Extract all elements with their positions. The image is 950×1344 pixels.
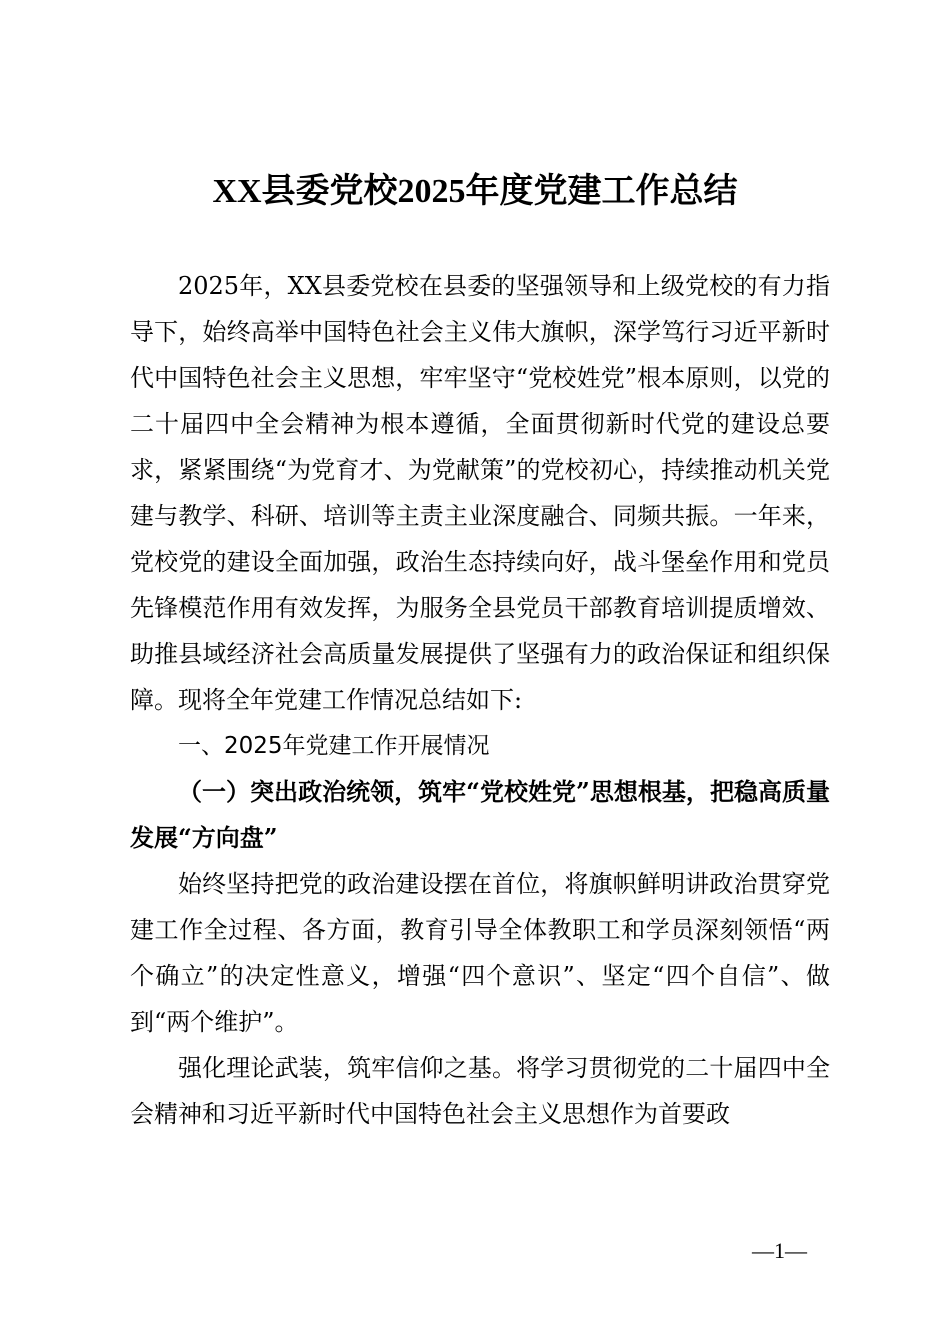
subsection-heading: （一）突出政治统领，筑牢“党校姓党”思想根基，把稳高质量发展“方向盘” [130,777,830,852]
intro-paragraph: 2025年，XX县委党校在县委的坚强领导和上级党校的有力指导下，始终高举中国特色社会主义伟大旗帜，深学笃行习近平新时代中国特色社会主义思想，牢牢坚守“党校姓党”根本原则，以党的二十届四中全会精神为根本遵循，全面贯彻新时代党的建设总要求，紧紧围绕“为党育才、为党献策”的党校初心，持续推动机关党建与教学、科研、培训等主责主业深度融合、同频共振。一年来，党校党的建设全面加强，政治生态持续向好，战斗堡垒作用和党员先锋模范作用有效发挥，为服务全县党员干部教育培训提质增效、助推县域经济社会高质量发展提供了坚强有力的政治保证和组织保障。现将全年党建工作情况总结如下: [130,272,830,714]
section-heading: 一、2025年党建工作开展情况 [178,733,490,759]
page-number: —1— [752,1238,807,1263]
document-body [130,263,830,1137]
body-paragraph: 始终坚持把党的政治建设摆在首位，将旗帜鲜明讲政治贯穿党建工作全过程、各方面，教育引导全体教职工和学员深刻领悟“两个确立”的决定性意义，增强“四个意识”、坚定“四个自信”、做到“两个维护”。 [130,870,830,1036]
document-title: XX县委党校2025年度党建工作总结 [212,173,738,210]
body-paragraph: 强化理论武装，筑牢信仰之基。将学习贯彻党的二十届四中全会精神和习近平新时代中国特色社会主义思想作为首要政 [130,1054,830,1128]
